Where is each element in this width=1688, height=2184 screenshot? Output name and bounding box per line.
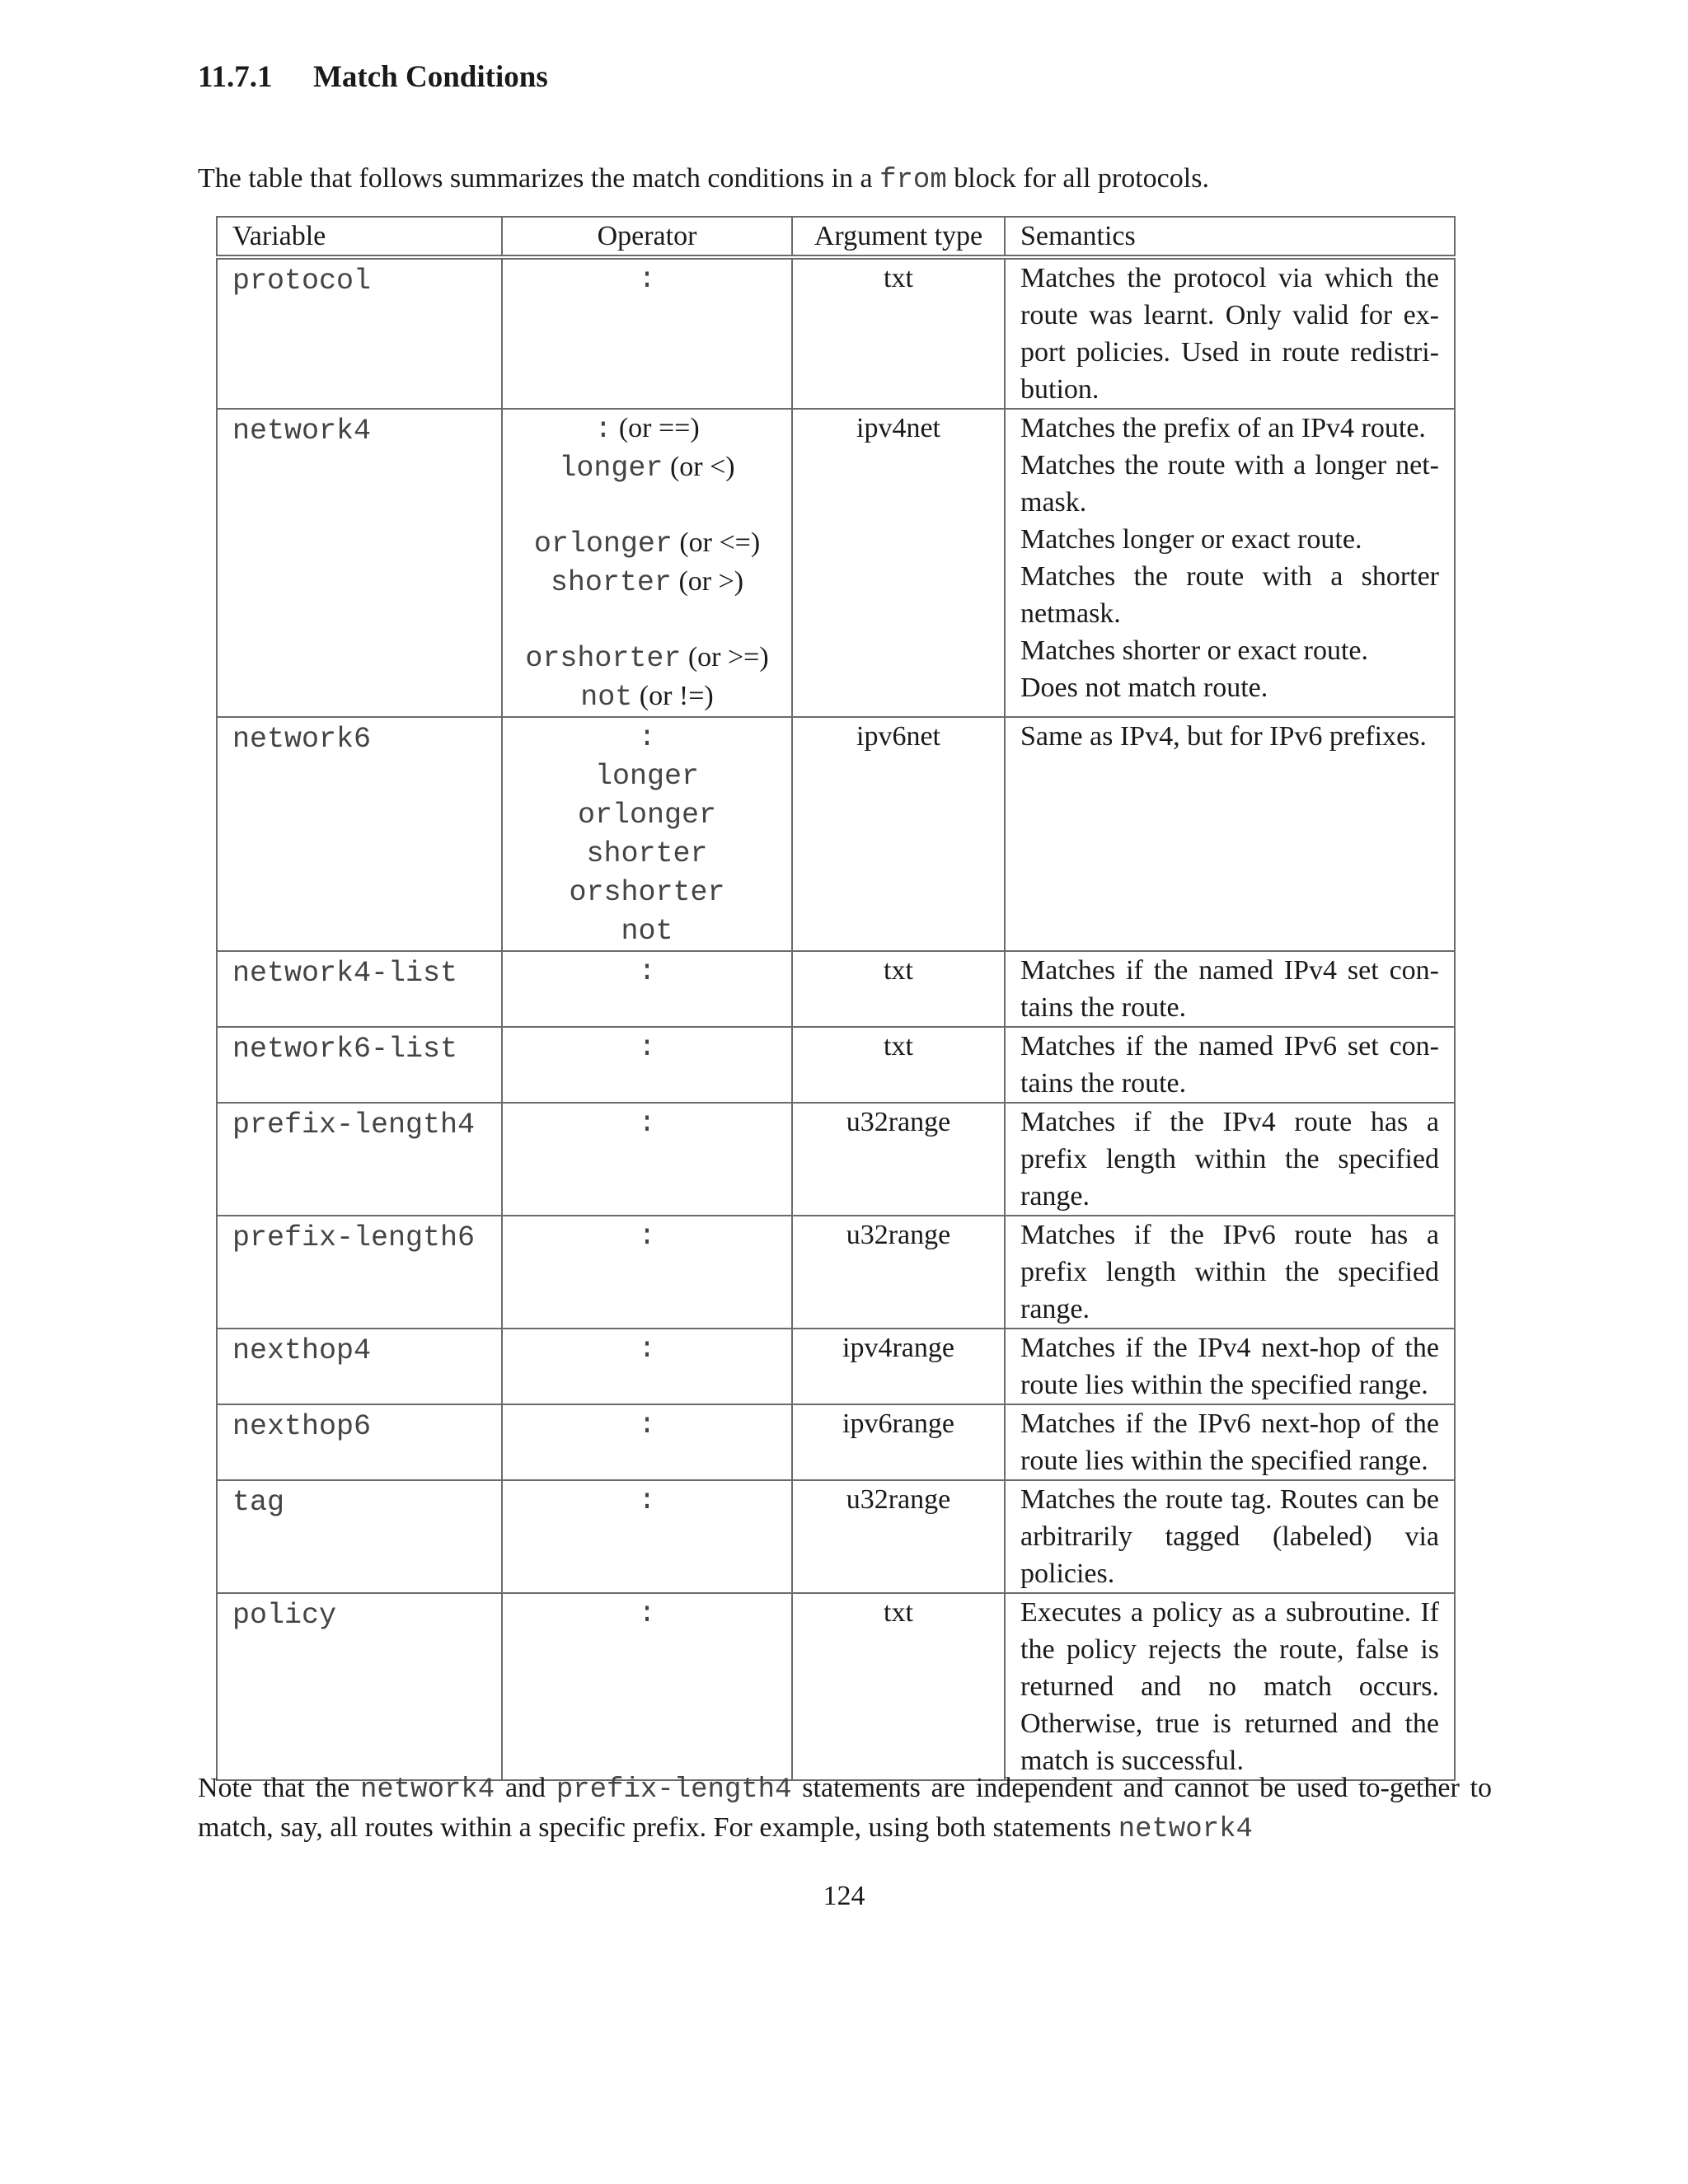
cell-argument-type: txt <box>792 1027 1005 1103</box>
cell-operator <box>502 1329 792 1404</box>
variable-name: network4 <box>232 415 372 448</box>
variable-name: network6 <box>232 723 372 756</box>
cell-semantics <box>1005 1404 1455 1480</box>
cell-operator <box>502 257 792 409</box>
cell-argument-type: ipv4range <box>792 1329 1005 1404</box>
variable-name: nexthop4 <box>232 1334 372 1367</box>
operator-alias: (or >) <box>671 566 744 597</box>
operator-code: shorter <box>550 566 672 599</box>
operator-line <box>518 834 776 873</box>
variable-name: policy <box>232 1599 337 1632</box>
semantics-text: Same as IPv4, but for IPv6 prefixes. <box>1020 721 1427 752</box>
operator-code: : <box>594 413 612 446</box>
table-row <box>217 1027 1455 1103</box>
cell-operator <box>502 717 792 951</box>
operator-line <box>518 912 776 950</box>
semantics-text: Matches the prefix of an IPv4 route. <box>1020 413 1426 443</box>
operator-code: shorter <box>586 837 708 870</box>
cell-operator <box>502 1593 792 1780</box>
operator-line <box>518 1594 776 1633</box>
table-row <box>217 1329 1455 1404</box>
cell-semantics <box>1005 1103 1455 1216</box>
operator-line <box>518 563 776 602</box>
operator-line <box>518 677 776 716</box>
cell-semantics <box>1005 951 1455 1027</box>
operator-line <box>518 1405 776 1444</box>
table-row <box>217 1404 1455 1480</box>
operator-code: : <box>638 1597 656 1630</box>
variable-name: network6-list <box>232 1033 458 1066</box>
header-argument-type: Argument type <box>792 217 1005 257</box>
operator-code: : <box>638 1031 656 1064</box>
section-title: Match Conditions <box>313 60 548 94</box>
operator-code: : <box>638 1408 656 1441</box>
cell-argument-type: u32range <box>792 1216 1005 1329</box>
operator-line <box>518 873 776 912</box>
cell-variable <box>217 1593 502 1780</box>
cell-operator <box>502 409 792 717</box>
operator-code: : <box>638 721 656 754</box>
table-row <box>217 717 1455 951</box>
cell-variable <box>217 717 502 951</box>
cell-argument-type: txt <box>792 257 1005 409</box>
operator-code: : <box>638 1220 656 1253</box>
header-operator: Operator <box>502 217 792 257</box>
cell-argument-type: ipv6net <box>792 717 1005 951</box>
table-header-row <box>217 217 1455 257</box>
operator-line <box>518 260 776 298</box>
cell-argument-type: txt <box>792 1593 1005 1780</box>
cell-argument-type: ipv6range <box>792 1404 1005 1480</box>
cell-semantics <box>1005 409 1455 717</box>
note-text: and <box>495 1773 556 1803</box>
cell-semantics <box>1005 1593 1455 1780</box>
semantics-text: Matches the route tag. Routes can be arbitrarily tagged (labeled) via policies. <box>1020 1484 1439 1589</box>
operator-alias: (or ==) <box>612 413 700 443</box>
table-row <box>217 951 1455 1027</box>
variable-name: prefix-length6 <box>232 1221 476 1254</box>
cell-semantics <box>1005 1329 1455 1404</box>
operator-line <box>518 952 776 991</box>
semantics-text: Matches if the IPv6 next-hop of the route lies within the specified range. <box>1020 1408 1439 1476</box>
operator-line <box>518 487 776 524</box>
semantics-text: Matches if the named IPv6 set con-tains the route. <box>1020 1031 1439 1099</box>
operator-code: : <box>638 1107 656 1140</box>
semantics-text: Matches the route with a longer net-mask. <box>1020 450 1439 518</box>
table-body <box>217 257 1455 1780</box>
operator-code: orshorter <box>525 642 682 675</box>
cell-operator <box>502 1027 792 1103</box>
variable-name: prefix-length4 <box>232 1108 476 1141</box>
operator-code: : <box>638 955 656 988</box>
intro-text: The table that follows summarizes the match conditions in a <box>198 163 880 194</box>
semantics-text: Matches if the IPv6 route has a prefix length within the specified range. <box>1020 1220 1439 1324</box>
cell-operator <box>502 951 792 1027</box>
cell-variable <box>217 1480 502 1593</box>
note-code: network4 <box>1118 1814 1253 1845</box>
operator-line <box>518 1481 776 1520</box>
note-paragraph <box>198 1769 1492 1849</box>
operator-code: orshorter <box>569 876 725 909</box>
operator-code: not <box>580 681 633 714</box>
cell-variable <box>217 1103 502 1216</box>
operator-line <box>518 1028 776 1066</box>
operator-code: : <box>638 1484 656 1517</box>
table-row <box>217 1216 1455 1329</box>
cell-semantics <box>1005 1216 1455 1329</box>
table-row <box>217 1593 1455 1780</box>
note-code: prefix-length4 <box>556 1774 792 1806</box>
cell-variable <box>217 1027 502 1103</box>
note-text: statements are independent and cannot be used to-gether to match, say, all routes within a specific prefix. For example, using both statements <box>198 1773 1492 1843</box>
operator-code: longer <box>594 760 700 793</box>
cell-argument-type: u32range <box>792 1480 1005 1593</box>
cell-argument-type: txt <box>792 951 1005 1027</box>
cell-variable <box>217 1329 502 1404</box>
operator-code: orlonger <box>533 527 673 560</box>
semantics-text: Does not match route. <box>1020 673 1268 703</box>
table-row <box>217 1103 1455 1216</box>
operator-code: : <box>638 1333 656 1366</box>
cell-semantics <box>1005 257 1455 409</box>
operator-code: : <box>638 263 656 296</box>
table-row <box>217 1480 1455 1593</box>
semantics-text: Matches if the IPv4 next-hop of the route lies within the specified range. <box>1020 1333 1439 1400</box>
cell-semantics <box>1005 1027 1455 1103</box>
operator-line <box>518 524 776 563</box>
semantics-text: Matches longer or exact route. <box>1020 524 1362 555</box>
intro-text-end: block for all protocols. <box>946 163 1209 194</box>
operator-alias: (or <=) <box>672 527 761 558</box>
semantics-text: Executes a policy as a subroutine. If the policy rejects the route, false is returned and no match occurs. Otherwise, true is returned and the match is successful. <box>1020 1597 1439 1776</box>
operator-line <box>518 1216 776 1255</box>
semantics-text: Matches if the named IPv4 set con-tains the route. <box>1020 955 1439 1023</box>
semantics-text: Matches if the IPv4 route has a prefix length within the specified range. <box>1020 1107 1439 1212</box>
operator-line <box>518 448 776 487</box>
variable-name: tag <box>232 1486 285 1519</box>
table-row <box>217 409 1455 717</box>
cell-argument-type: ipv4net <box>792 409 1005 717</box>
operator-alias: (or >=) <box>681 642 769 673</box>
cell-variable <box>217 409 502 717</box>
intro-paragraph <box>198 160 1492 199</box>
variable-name: nexthop6 <box>232 1410 372 1443</box>
note-code: network4 <box>359 1774 495 1806</box>
cell-semantics <box>1005 717 1455 951</box>
operator-line <box>518 795 776 834</box>
operator-alias: (or <) <box>663 452 735 482</box>
cell-variable <box>217 257 502 409</box>
operator-line <box>518 410 776 448</box>
cell-argument-type: u32range <box>792 1103 1005 1216</box>
cell-variable <box>217 1404 502 1480</box>
semantics-text: Matches the route with a shorter netmask. <box>1020 561 1439 629</box>
operator-line <box>518 757 776 795</box>
operator-code: orlonger <box>577 799 717 832</box>
section-number: 11.7.1 <box>198 60 273 94</box>
header-semantics: Semantics <box>1005 217 1455 257</box>
intro-code: from <box>879 165 947 196</box>
operator-code: longer <box>559 452 663 485</box>
table-row <box>217 257 1455 409</box>
variable-name: protocol <box>232 265 372 298</box>
cell-variable <box>217 1216 502 1329</box>
section-heading <box>198 59 548 95</box>
operator-line <box>518 718 776 757</box>
cell-variable <box>217 951 502 1027</box>
operator-line <box>518 602 776 639</box>
match-conditions-table <box>216 216 1456 1781</box>
cell-semantics <box>1005 1480 1455 1593</box>
operator-code: not <box>621 915 673 948</box>
header-variable: Variable <box>217 217 502 257</box>
operator-line <box>518 639 776 677</box>
operator-alias: (or !=) <box>632 681 714 711</box>
page-number: 124 <box>823 1881 865 1911</box>
semantics-text: Matches shorter or exact route. <box>1020 635 1368 666</box>
note-text: Note that the <box>198 1773 360 1803</box>
semantics-text: Matches the protocol via which the route was learnt. Only valid for ex-port policies. Used in route redistri-bution. <box>1020 263 1439 405</box>
cell-operator <box>502 1103 792 1216</box>
cell-operator <box>502 1480 792 1593</box>
operator-line <box>518 1104 776 1142</box>
cell-operator <box>502 1404 792 1480</box>
cell-operator <box>502 1216 792 1329</box>
operator-line <box>518 1329 776 1368</box>
variable-name: network4-list <box>232 957 458 990</box>
